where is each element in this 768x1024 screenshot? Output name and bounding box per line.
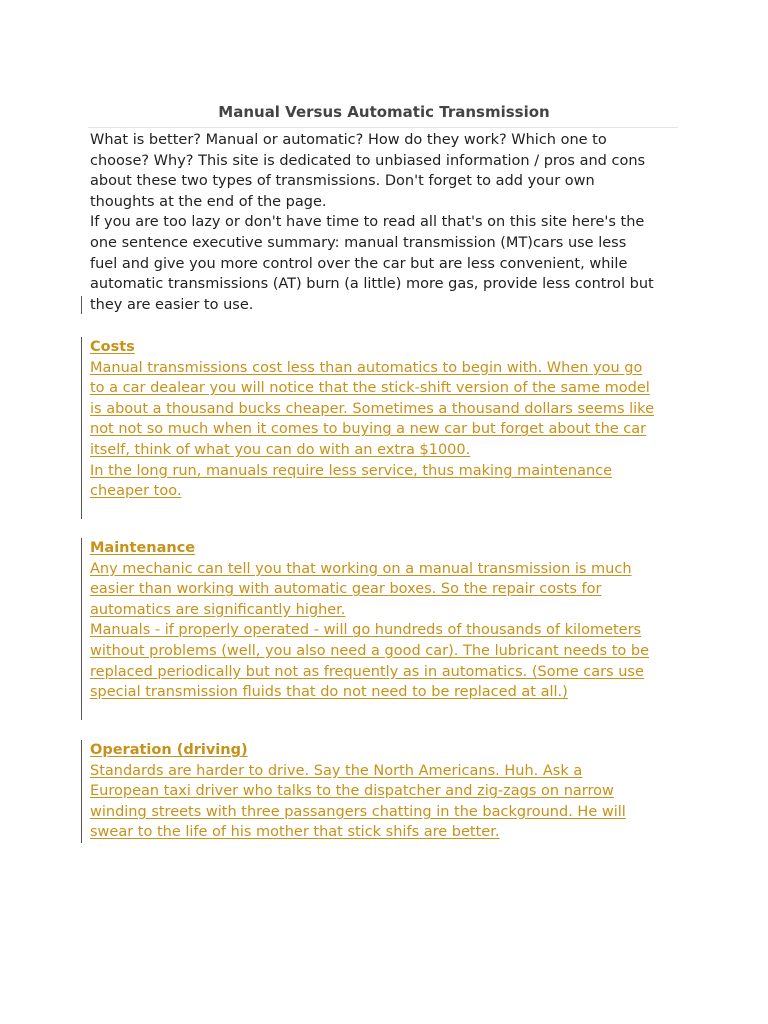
maintenance-section[interactable] xyxy=(90,538,690,703)
maintenance-link-line[interactable]: Any mechanic can tell you that working on a manual transmission is much xyxy=(90,560,632,577)
maintenance-link-line[interactable]: special transmission fluids that do not need to be replaced at all.) xyxy=(90,684,568,701)
maintenance-link-line[interactable]: Manuals - if properly operated - will go hundreds of thousands of kilometers xyxy=(90,622,642,639)
maintenance-margin-bar xyxy=(81,538,82,720)
intro-line: What is better? Manual or automatic? How do they work? Which one to xyxy=(90,132,607,148)
operation-link-line[interactable]: European taxi driver who talks to the dispatcher and zig-zags on narrow xyxy=(90,783,614,800)
intro-line: they are easier to use. xyxy=(90,296,254,313)
intro-margin-mark xyxy=(81,296,82,314)
costs-link-line[interactable]: cheaper too. xyxy=(90,483,182,500)
page-title: Manual Versus Automatic Transmission xyxy=(218,103,550,121)
operation-link-line[interactable]: swear to the life of his mother that stick shifs are better. xyxy=(90,824,500,841)
maintenance-link-line[interactable]: replaced periodically but not as frequently as in automatics. (Some cars use xyxy=(90,663,644,680)
costs-margin-bar xyxy=(81,337,82,519)
maintenance-link-line[interactable]: automatics are significantly higher. xyxy=(90,601,346,618)
costs-link-line[interactable]: not not so much when it comes to buying a new car but forget about the car xyxy=(90,421,647,438)
intro-line: one sentence executive summary: manual transmission (MT)cars use less xyxy=(90,234,627,251)
operation-margin-bar xyxy=(81,740,82,843)
maintenance-heading-link[interactable]: Maintenance xyxy=(90,540,196,556)
intro-line: fuel and give you more control over the car but are less convenient, while xyxy=(90,255,628,272)
costs-link-line[interactable]: to a car dealear you will notice that the stick-shift version of the same model xyxy=(90,380,650,397)
costs-link-line[interactable]: is about a thousand bucks cheaper. Sometimes a thousand dollars seems like xyxy=(90,400,654,417)
title-divider xyxy=(88,127,678,128)
operation-link-line[interactable]: Standards are harder to drive. Say the North Americans. Huh. Ask a xyxy=(90,762,583,779)
costs-heading-link[interactable]: Costs xyxy=(90,339,135,355)
intro-line: If you are too lazy or don't have time to read all that's on this site here's the xyxy=(90,214,645,231)
intro-line: about these two types of transmissions. Don't forget to add your own xyxy=(90,173,595,190)
costs-link-line[interactable]: Manual transmissions cost less than automatics to begin with. When you go xyxy=(90,359,643,376)
costs-link-line[interactable]: In the long run, manuals require less service, thus making maintenance xyxy=(90,462,613,479)
maintenance-link-line[interactable]: easier than working with automatic gear boxes. So the repair costs for xyxy=(90,581,602,598)
intro-line: thoughts at the end of the page. xyxy=(90,193,327,210)
costs-link-line[interactable]: itself, think of what you can do with an extra $1000. xyxy=(90,441,471,458)
operation-heading-link[interactable]: Operation (driving) xyxy=(90,742,248,758)
maintenance-link-line[interactable]: without problems (well, you also need a good car). The lubricant needs to be xyxy=(90,642,650,659)
intro-paragraph xyxy=(90,130,690,315)
intro-line: choose? Why? This site is dedicated to unbiased information / pros and cons xyxy=(90,152,646,169)
operation-section[interactable] xyxy=(90,740,690,843)
intro-line: automatic transmissions (AT) burn (a little) more gas, provide less control but xyxy=(90,276,654,293)
costs-section[interactable] xyxy=(90,337,690,502)
operation-link-line[interactable]: winding streets with three passangers chatting in the background. He will xyxy=(90,803,626,820)
